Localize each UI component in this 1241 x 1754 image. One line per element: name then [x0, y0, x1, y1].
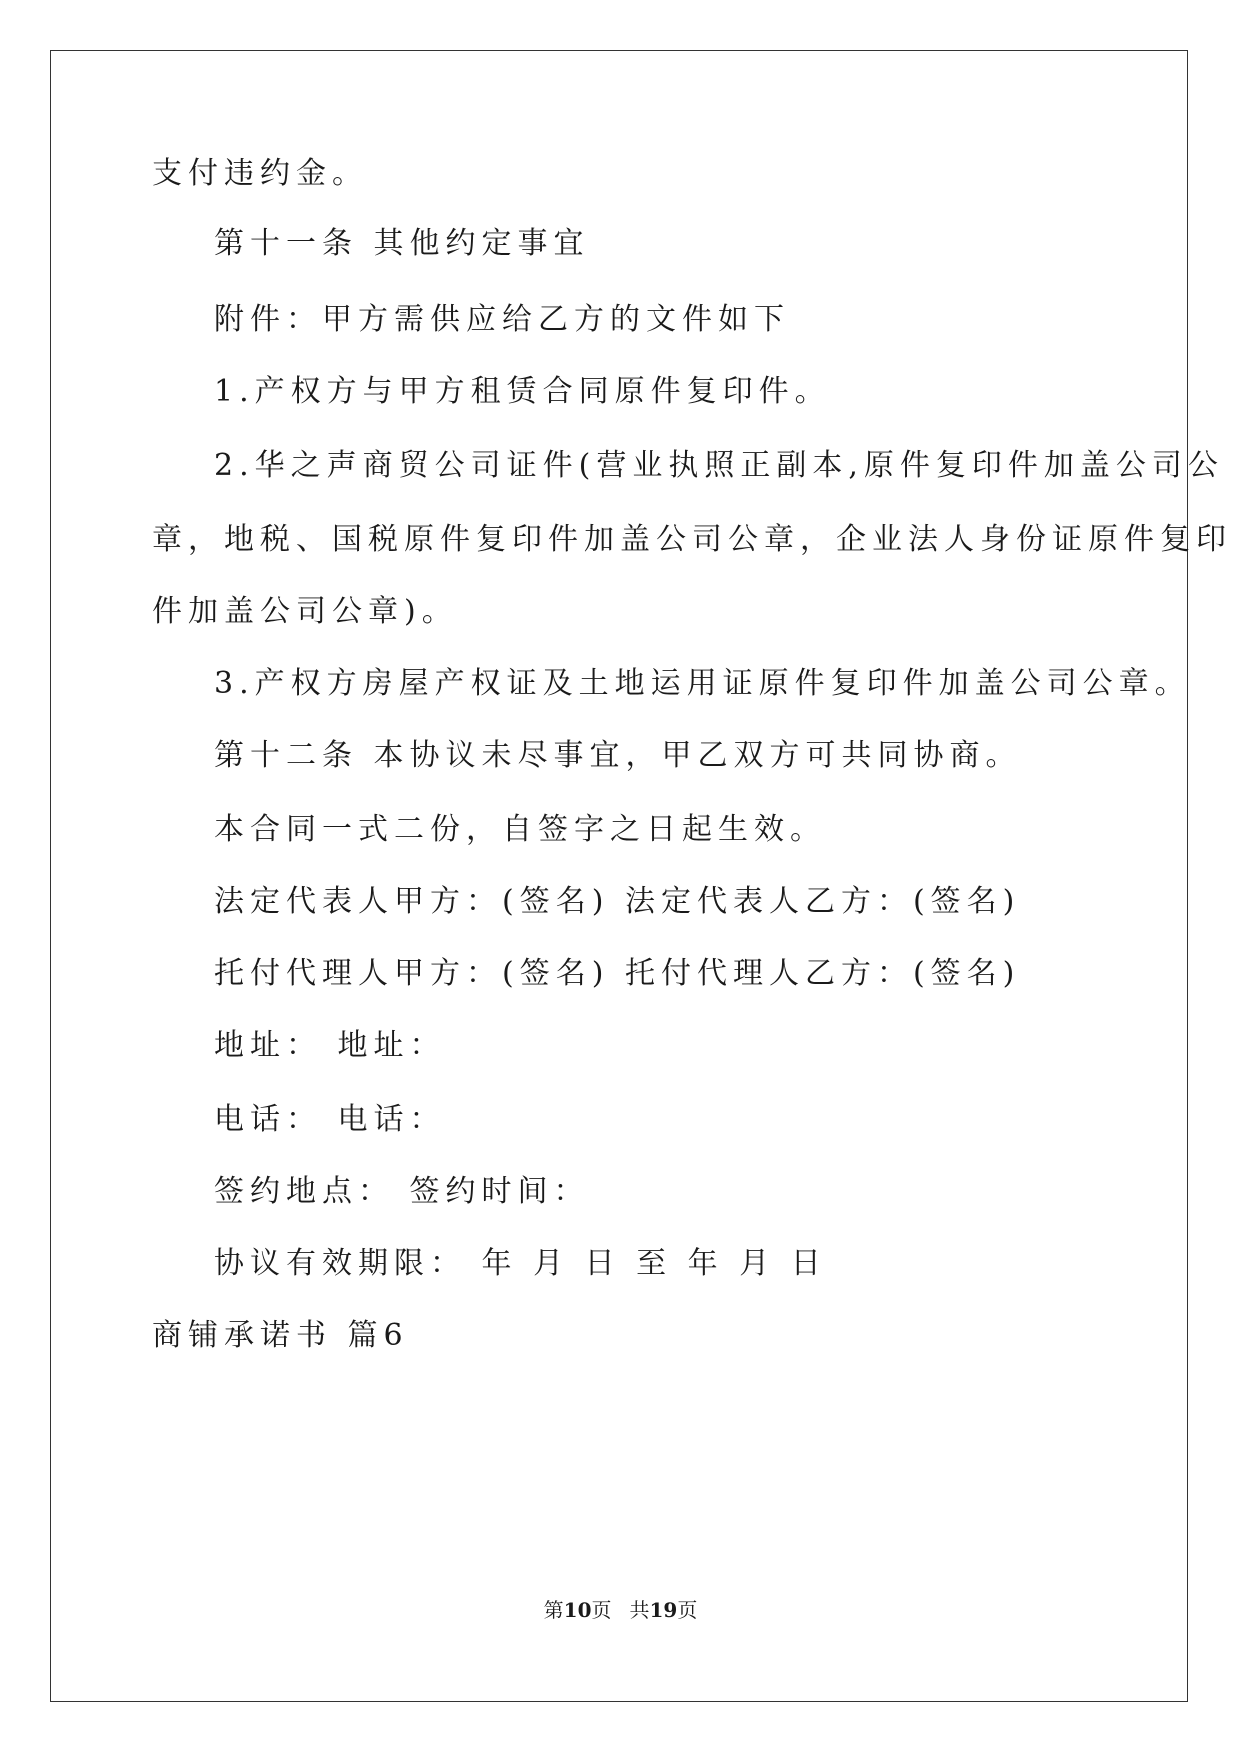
article-11-heading: 第十一条 其他约定事宜	[214, 226, 590, 261]
attachment-item-2: 2.华之声商贸公司证件(营业执照正副本,原件复印件加盖公司公	[214, 448, 1224, 483]
agent-line: 托付代理人甲方：(签名) 托付代理人乙方：(签名)	[214, 956, 1021, 991]
body-line: 支付违约金。	[152, 156, 368, 191]
signing-place-time-line: 签约地点： 签约时间：	[214, 1174, 590, 1209]
footer-page-total: 19	[649, 1598, 678, 1622]
article-12: 第十二条 本协议未尽事宜，甲乙双方可共同协商。	[214, 738, 1022, 773]
footer-page-prefix: 第	[543, 1598, 564, 1622]
section-heading: 商铺承诺书 篇6	[152, 1318, 409, 1353]
body-line: 章，地税、国税原件复印件加盖公司公章，企业法人身份证原件复印	[152, 522, 1232, 557]
footer-page-mid: 页	[591, 1598, 612, 1622]
validity-period-line: 协议有效期限： 年 月 日 至 年 月 日	[214, 1246, 827, 1281]
body-line: 件加盖公司公章)。	[152, 594, 458, 629]
attachment-item-3: 3.产权方房屋产权证及土地运用证原件复印件加盖公司公章。	[214, 666, 1191, 701]
page-border	[50, 50, 1188, 1702]
address-line: 地址： 地址：	[214, 1028, 446, 1063]
attachment-item-1: 1.产权方与甲方租赁合同原件复印件。	[214, 374, 831, 409]
page-footer	[0, 1595, 1241, 1625]
contract-copies-line: 本合同一式二份，自签字之日起生效。	[214, 812, 826, 847]
footer-total-suffix: 页	[677, 1598, 698, 1622]
footer-total-prefix: 共	[629, 1598, 650, 1622]
phone-line: 电话： 电话：	[214, 1102, 446, 1137]
footer-page-current: 10	[563, 1598, 592, 1622]
legal-representative-line: 法定代表人甲方：(签名) 法定代表人乙方：(签名)	[214, 884, 1021, 919]
attachment-heading: 附件：甲方需供应给乙方的文件如下	[214, 302, 790, 337]
